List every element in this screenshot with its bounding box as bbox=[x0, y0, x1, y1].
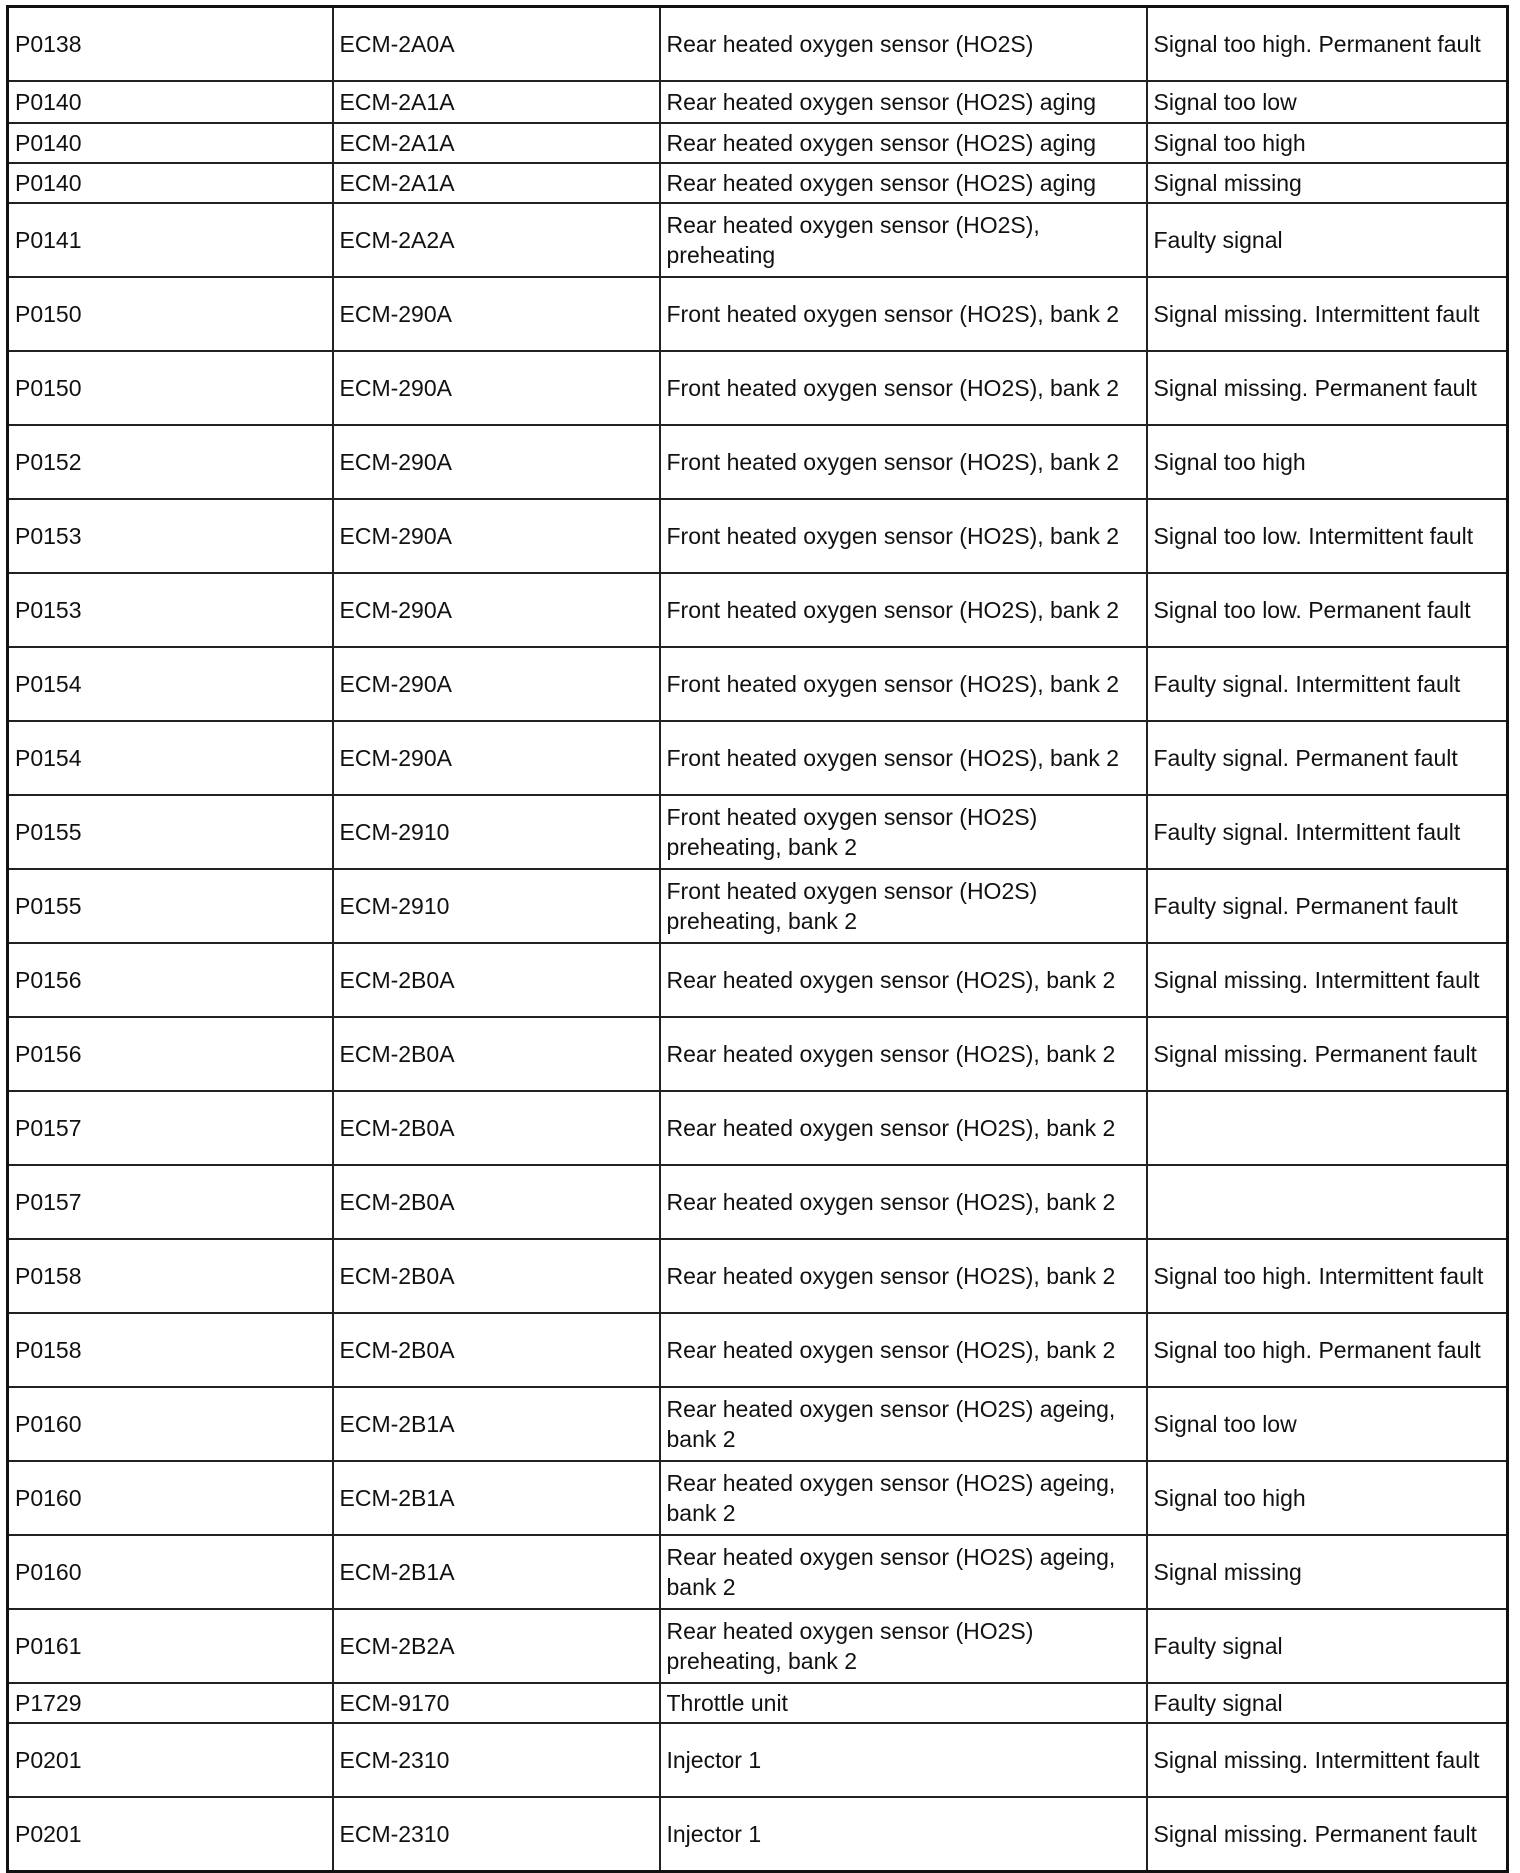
fault-type-cell: Signal missing bbox=[1147, 163, 1508, 203]
component-cell: Rear heated oxygen sensor (HO2S), bank 2 bbox=[660, 1165, 1147, 1239]
component-cell: Front heated oxygen sensor (HO2S), bank 2 bbox=[660, 499, 1147, 573]
ecm-code-cell: ECM-290A bbox=[333, 647, 660, 721]
component-cell: Rear heated oxygen sensor (HO2S), bank 2 bbox=[660, 943, 1147, 1017]
fault-type-cell: Signal too high. Permanent fault bbox=[1147, 7, 1508, 82]
ecm-code-cell: ECM-2910 bbox=[333, 795, 660, 869]
component-cell: Rear heated oxygen sensor (HO2S) ageing, bank 2 bbox=[660, 1535, 1147, 1609]
fault-type-cell: Faulty signal. Intermittent fault bbox=[1147, 795, 1508, 869]
ecm-code-cell: ECM-290A bbox=[333, 573, 660, 647]
dtc-code-cell: P0155 bbox=[8, 795, 333, 869]
dtc-code-cell: P0160 bbox=[8, 1387, 333, 1461]
dtc-code-cell: P0157 bbox=[8, 1091, 333, 1165]
component-cell: Rear heated oxygen sensor (HO2S) ageing, bank 2 bbox=[660, 1387, 1147, 1461]
dtc-code-cell: P0140 bbox=[8, 123, 333, 163]
ecm-code-cell: ECM-2A1A bbox=[333, 123, 660, 163]
ecm-code-cell: ECM-290A bbox=[333, 425, 660, 499]
component-cell: Rear heated oxygen sensor (HO2S) aging bbox=[660, 123, 1147, 163]
component-cell: Rear heated oxygen sensor (HO2S), bank 2 bbox=[660, 1091, 1147, 1165]
ecm-code-cell: ECM-2B1A bbox=[333, 1535, 660, 1609]
table-row bbox=[8, 1683, 1508, 1723]
component-cell: Rear heated oxygen sensor (HO2S), bank 2 bbox=[660, 1017, 1147, 1091]
component-cell: Rear heated oxygen sensor (HO2S), bank 2 bbox=[660, 1239, 1147, 1313]
table-row bbox=[8, 721, 1508, 795]
component-cell: Front heated oxygen sensor (HO2S), bank 2 bbox=[660, 647, 1147, 721]
dtc-code-cell: P0138 bbox=[8, 7, 333, 82]
fault-type-cell: Faulty signal. Permanent fault bbox=[1147, 721, 1508, 795]
ecm-code-cell: ECM-290A bbox=[333, 499, 660, 573]
ecm-code-cell: ECM-2A1A bbox=[333, 163, 660, 203]
fault-type-cell: Signal too high bbox=[1147, 425, 1508, 499]
dtc-code-cell: P0140 bbox=[8, 81, 333, 123]
dtc-code-cell: P0150 bbox=[8, 351, 333, 425]
table-row bbox=[8, 203, 1508, 277]
component-cell: Front heated oxygen sensor (HO2S), bank 2 bbox=[660, 573, 1147, 647]
fault-type-cell: Signal missing. Permanent fault bbox=[1147, 1017, 1508, 1091]
component-cell: Rear heated oxygen sensor (HO2S) aging bbox=[660, 81, 1147, 123]
ecm-code-cell: ECM-9170 bbox=[333, 1683, 660, 1723]
dtc-code-cell: P0153 bbox=[8, 573, 333, 647]
dtc-code-cell: P0160 bbox=[8, 1535, 333, 1609]
component-cell: Rear heated oxygen sensor (HO2S), bank 2 bbox=[660, 1313, 1147, 1387]
dtc-code-cell: P0155 bbox=[8, 869, 333, 943]
table-row bbox=[8, 499, 1508, 573]
ecm-code-cell: ECM-2B0A bbox=[333, 1091, 660, 1165]
dtc-code-cell: P0161 bbox=[8, 1609, 333, 1683]
component-cell: Front heated oxygen sensor (HO2S) preheating, bank 2 bbox=[660, 795, 1147, 869]
ecm-code-cell: ECM-2B0A bbox=[333, 1017, 660, 1091]
dtc-code-cell: P0201 bbox=[8, 1797, 333, 1872]
ecm-code-cell: ECM-2B0A bbox=[333, 1165, 660, 1239]
ecm-code-cell: ECM-2A1A bbox=[333, 81, 660, 123]
dtc-code-cell: P0158 bbox=[8, 1313, 333, 1387]
table-row bbox=[8, 1313, 1508, 1387]
ecm-code-cell: ECM-290A bbox=[333, 277, 660, 351]
table-row bbox=[8, 1017, 1508, 1091]
table-row bbox=[8, 1723, 1508, 1797]
table-row bbox=[8, 795, 1508, 869]
fault-type-cell: Signal missing. Intermittent fault bbox=[1147, 277, 1508, 351]
table-row bbox=[8, 869, 1508, 943]
fault-type-cell bbox=[1147, 1091, 1508, 1165]
fault-type-cell: Signal too high. Intermittent fault bbox=[1147, 1239, 1508, 1313]
component-cell: Rear heated oxygen sensor (HO2S), preheating bbox=[660, 203, 1147, 277]
component-cell: Front heated oxygen sensor (HO2S), bank 2 bbox=[660, 425, 1147, 499]
fault-type-cell: Signal missing. Intermittent fault bbox=[1147, 943, 1508, 1017]
ecm-code-cell: ECM-2B2A bbox=[333, 1609, 660, 1683]
dtc-code-cell: P1729 bbox=[8, 1683, 333, 1723]
component-cell: Injector 1 bbox=[660, 1723, 1147, 1797]
table-row bbox=[8, 1461, 1508, 1535]
fault-type-cell: Signal too high bbox=[1147, 123, 1508, 163]
dtc-code-cell: P0158 bbox=[8, 1239, 333, 1313]
table-row bbox=[8, 1609, 1508, 1683]
table-row bbox=[8, 1165, 1508, 1239]
fault-type-cell: Faulty signal. Intermittent fault bbox=[1147, 647, 1508, 721]
ecm-code-cell: ECM-2B0A bbox=[333, 1239, 660, 1313]
fault-type-cell: Signal too low bbox=[1147, 1387, 1508, 1461]
table-row bbox=[8, 7, 1508, 82]
ecm-code-cell: ECM-2A2A bbox=[333, 203, 660, 277]
component-cell: Injector 1 bbox=[660, 1797, 1147, 1872]
table-row bbox=[8, 163, 1508, 203]
fault-type-cell: Faulty signal bbox=[1147, 203, 1508, 277]
fault-type-cell: Faulty signal bbox=[1147, 1683, 1508, 1723]
table-row bbox=[8, 425, 1508, 499]
dtc-code-cell: P0160 bbox=[8, 1461, 333, 1535]
fault-type-cell: Signal too low bbox=[1147, 81, 1508, 123]
fault-type-cell: Signal too low. Intermittent fault bbox=[1147, 499, 1508, 573]
table-row bbox=[8, 573, 1508, 647]
fault-type-cell: Signal too high bbox=[1147, 1461, 1508, 1535]
table-row bbox=[8, 277, 1508, 351]
table-row bbox=[8, 1387, 1508, 1461]
dtc-table-container bbox=[6, 5, 1509, 1873]
table-row bbox=[8, 647, 1508, 721]
table-row bbox=[8, 1091, 1508, 1165]
dtc-code-cell: P0150 bbox=[8, 277, 333, 351]
component-cell: Rear heated oxygen sensor (HO2S) ageing, bank 2 bbox=[660, 1461, 1147, 1535]
dtc-code-cell: P0157 bbox=[8, 1165, 333, 1239]
dtc-code-cell: P0156 bbox=[8, 943, 333, 1017]
component-cell: Front heated oxygen sensor (HO2S) preheating, bank 2 bbox=[660, 869, 1147, 943]
fault-type-cell: Signal missing. Intermittent fault bbox=[1147, 1723, 1508, 1797]
dtc-code-cell: P0154 bbox=[8, 721, 333, 795]
table-row bbox=[8, 351, 1508, 425]
ecm-code-cell: ECM-290A bbox=[333, 351, 660, 425]
ecm-code-cell: ECM-2310 bbox=[333, 1723, 660, 1797]
dtc-table bbox=[6, 5, 1509, 1873]
table-row bbox=[8, 943, 1508, 1017]
table-row bbox=[8, 1535, 1508, 1609]
ecm-code-cell: ECM-2B1A bbox=[333, 1387, 660, 1461]
ecm-code-cell: ECM-2A0A bbox=[333, 7, 660, 82]
dtc-code-cell: P0154 bbox=[8, 647, 333, 721]
fault-type-cell: Signal missing bbox=[1147, 1535, 1508, 1609]
dtc-code-cell: P0156 bbox=[8, 1017, 333, 1091]
ecm-code-cell: ECM-2B1A bbox=[333, 1461, 660, 1535]
ecm-code-cell: ECM-2B0A bbox=[333, 943, 660, 1017]
component-cell: Rear heated oxygen sensor (HO2S) aging bbox=[660, 163, 1147, 203]
fault-type-cell bbox=[1147, 1165, 1508, 1239]
table-row bbox=[8, 1239, 1508, 1313]
table-row bbox=[8, 1797, 1508, 1872]
fault-type-cell: Signal too low. Permanent fault bbox=[1147, 573, 1508, 647]
dtc-code-cell: P0153 bbox=[8, 499, 333, 573]
ecm-code-cell: ECM-2310 bbox=[333, 1797, 660, 1872]
fault-type-cell: Signal too high. Permanent fault bbox=[1147, 1313, 1508, 1387]
fault-type-cell: Signal missing. Permanent fault bbox=[1147, 351, 1508, 425]
fault-type-cell: Faulty signal. Permanent fault bbox=[1147, 869, 1508, 943]
component-cell: Rear heated oxygen sensor (HO2S) preheating, bank 2 bbox=[660, 1609, 1147, 1683]
component-cell: Front heated oxygen sensor (HO2S), bank 2 bbox=[660, 277, 1147, 351]
table-row bbox=[8, 81, 1508, 123]
dtc-code-cell: P0152 bbox=[8, 425, 333, 499]
component-cell: Front heated oxygen sensor (HO2S), bank 2 bbox=[660, 351, 1147, 425]
dtc-code-cell: P0140 bbox=[8, 163, 333, 203]
dtc-code-cell: P0201 bbox=[8, 1723, 333, 1797]
component-cell: Rear heated oxygen sensor (HO2S) bbox=[660, 7, 1147, 82]
ecm-code-cell: ECM-2B0A bbox=[333, 1313, 660, 1387]
fault-type-cell: Signal missing. Permanent fault bbox=[1147, 1797, 1508, 1872]
ecm-code-cell: ECM-290A bbox=[333, 721, 660, 795]
ecm-code-cell: ECM-2910 bbox=[333, 869, 660, 943]
component-cell: Front heated oxygen sensor (HO2S), bank 2 bbox=[660, 721, 1147, 795]
table-row bbox=[8, 123, 1508, 163]
dtc-code-cell: P0141 bbox=[8, 203, 333, 277]
component-cell: Throttle unit bbox=[660, 1683, 1147, 1723]
fault-type-cell: Faulty signal bbox=[1147, 1609, 1508, 1683]
